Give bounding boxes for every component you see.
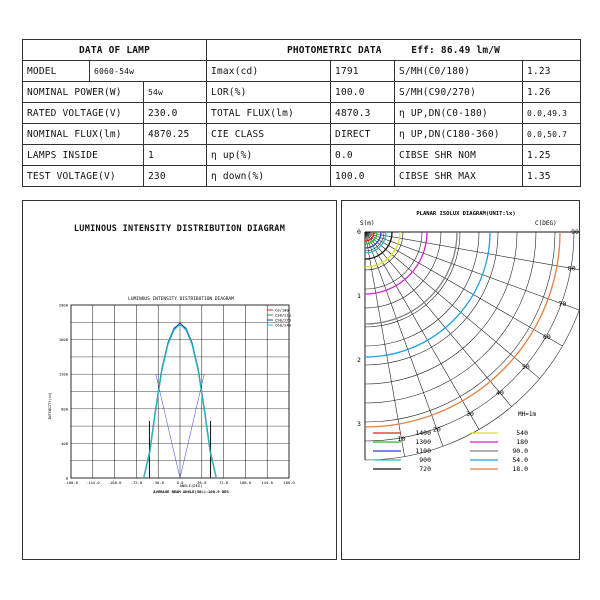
lamp-spec-table [22, 39, 581, 187]
spec-row [23, 61, 581, 82]
test-voltage-value: 230 [144, 166, 207, 187]
angle-label: 50 [521, 362, 530, 371]
spec-row [23, 145, 581, 166]
nominal-power-label: NOMINAL POWER(W) [23, 82, 144, 103]
x-tick-label: 144.0 [261, 480, 273, 485]
mh-label: MH=1m [518, 411, 537, 418]
spec-row [23, 82, 581, 103]
smh-c0-label: S/MH(C0/180) [395, 61, 523, 82]
cibse-nom-value: 1.25 [523, 145, 581, 166]
angle-label: 70 [558, 299, 567, 308]
s-tick-label: 3 [357, 420, 361, 428]
angle-label: 80 [567, 264, 576, 273]
beam-angle-label: AVERAGE BEAM ANGLE(50%):100.9 DEG [153, 489, 229, 494]
nominal-flux-label: NOMINAL FLUX(lm) [23, 124, 144, 145]
legend-label: 540 [516, 429, 528, 437]
smh-c90-label: S/MH(C90/270) [395, 82, 523, 103]
lor-value: 100.0 [331, 82, 395, 103]
y-tick-label: 2000 [58, 302, 68, 308]
eta-up-label: η up(%) [207, 145, 331, 166]
eta-down-value: 100.0 [331, 166, 395, 187]
y-axis-label: INTENSITY(cd) [48, 392, 52, 420]
test-voltage-label: TEST VOLTAGE(V) [23, 166, 144, 187]
legend-label: C30/210 [275, 312, 292, 318]
spec-row [23, 166, 581, 187]
legend-label: 1100 [415, 447, 431, 455]
total-flux-label: TOTAL FLUX(lm) [207, 103, 331, 124]
angle-label: 90 [571, 228, 579, 236]
imax-value: 1791 [331, 61, 395, 82]
grid-ray [365, 232, 405, 457]
y-tick-label: 1600 [58, 337, 68, 343]
x-tick-label: -108.0 [107, 480, 122, 485]
angle-label: 10 [397, 434, 406, 443]
total-flux-value: 4870.3 [331, 103, 395, 124]
grid-ray [365, 232, 443, 446]
imax-label: Imax(cd) [207, 61, 331, 82]
cibse-nom-label: CIBSE SHR NOM [395, 145, 523, 166]
angle-label: 60 [542, 333, 551, 341]
x-tick-label: 180.0 [283, 480, 295, 485]
model-value: 6060-54w [90, 61, 207, 82]
x-tick-label: -180.0 [64, 480, 78, 485]
x-tick-label: 0.0 [176, 480, 184, 485]
s-tick-label: 1 [357, 292, 361, 300]
lamps-inside-label: LAMPS INSIDE [23, 145, 144, 166]
chart-title: LUMINOUS INTENSITY DISTRIBUTION DIAGRAM [128, 297, 234, 302]
nominal-flux-value: 4870.25 [144, 124, 207, 145]
isolux-title: PLANAR ISOLUX DIAGRAM(UNIT:lx) [416, 211, 516, 217]
eta-c180-value: 0.0,50.7 [523, 124, 581, 145]
cibse-max-value: 1.35 [523, 166, 581, 187]
y-tick-label: 400 [61, 440, 68, 446]
nominal-power-value: 54w [144, 82, 207, 103]
model-label: MODEL [23, 61, 90, 82]
photometric-header [207, 40, 581, 61]
luminous-intensity-panel [22, 200, 337, 560]
legend-label: 720 [419, 465, 431, 473]
lor-label: LOR(%) [207, 82, 331, 103]
cie-class-label: CIE CLASS [207, 124, 331, 145]
legend-label: 54.0 [512, 456, 528, 464]
legend-label: C60/240 [275, 322, 292, 328]
x-tick-label: 36.0 [197, 480, 207, 485]
y-tick-label: 0 [65, 475, 68, 481]
legend-label: 180 [516, 438, 528, 446]
grid-ray [365, 232, 479, 429]
s-tick-label: 0 [357, 228, 361, 236]
legend-label: 1400 [415, 429, 431, 437]
legend-label: 90.0 [512, 447, 528, 455]
data-of-lamp-header: DATA OF LAMP [23, 40, 207, 61]
x-tick-label: -72.0 [130, 480, 143, 485]
y-tick-label: 1200 [58, 371, 68, 377]
x-tick-label: -36.0 [152, 480, 164, 485]
eta-c0-label: η UP,DN(C0-180) [395, 103, 523, 124]
legend-label: 1300 [415, 438, 431, 446]
legend-label: 18.0 [512, 465, 528, 473]
s-axis-label: S(m) [360, 220, 375, 227]
grid-arc [365, 232, 579, 460]
eta-c0-value: 0.0,49.3 [523, 103, 581, 124]
grid-ray [365, 232, 562, 346]
eta-c180-label: η UP,DN(C180-360) [395, 124, 523, 145]
x-axis-label: ANGLE(DEG) [179, 483, 203, 488]
cibse-max-label: CIBSE SHR MAX [395, 166, 523, 187]
angle-label: 20 [432, 425, 441, 434]
legend-label: C90/270 [275, 317, 292, 323]
photometric-data-label: PHOTOMETRIC DATA [286, 44, 382, 56]
x-tick-label: 108.0 [239, 480, 252, 485]
x-tick-label: -144.0 [85, 480, 100, 485]
isolux-diagram [342, 201, 579, 559]
grid-ray [365, 232, 579, 272]
c-axis-label: C(DEG) [535, 220, 557, 227]
luminous-panel-title: LUMINOUS INTENSITY DISTRIBUTION DIAGRAM [73, 224, 286, 234]
angle-label: 40 [496, 388, 504, 397]
eta-down-label: η down(%) [207, 166, 331, 187]
legend-label: C0/180 [275, 307, 289, 313]
eta-up-value: 0.0 [331, 145, 395, 166]
s-tick-label: 2 [357, 356, 361, 364]
smh-c90-value: 1.26 [523, 82, 581, 103]
isolux-panel [341, 200, 580, 560]
grid-ray [365, 232, 579, 310]
spec-row [23, 124, 581, 145]
cie-class-value: DIRECT [331, 124, 395, 145]
smh-c0-value: 1.23 [523, 61, 581, 82]
intensity-distribution-chart [23, 201, 336, 559]
legend-label: 900 [419, 456, 431, 464]
rated-voltage-value: 230.0 [144, 103, 207, 124]
efficiency-label: Eff: 86.49 lm/W [411, 44, 501, 56]
x-tick-label: 72.0 [219, 480, 229, 485]
spec-row [23, 103, 581, 124]
angle-label: 30 [466, 409, 474, 418]
y-tick-label: 800 [61, 406, 68, 412]
rated-voltage-label: RATED VOLTAGE(V) [23, 103, 144, 124]
lamps-inside-value: 1 [144, 145, 207, 166]
